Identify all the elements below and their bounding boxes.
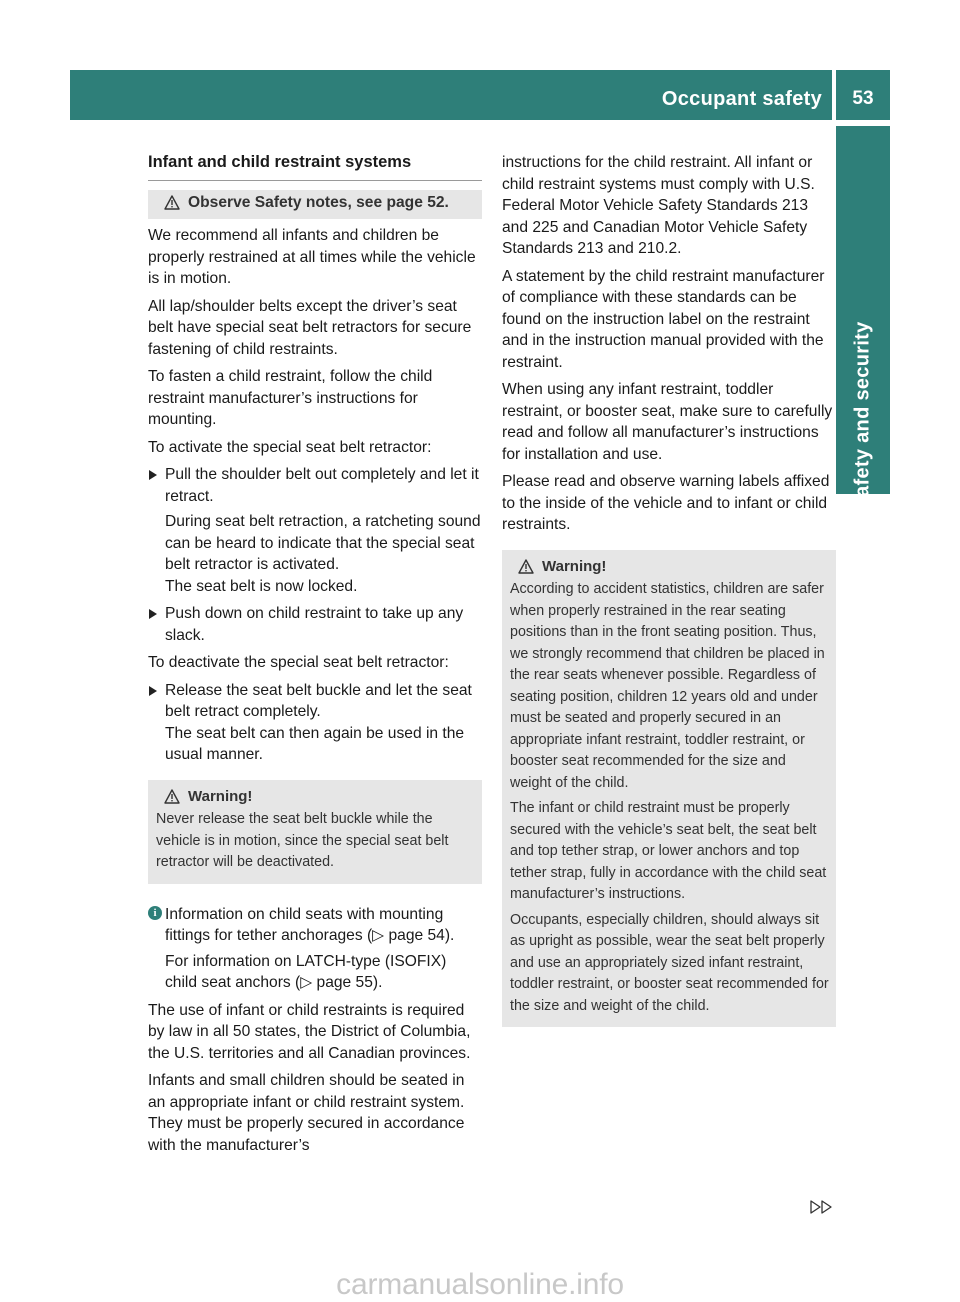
safety-note [156, 192, 474, 214]
paragraph: All lap/shoulder belts except the driver’s seat belt have special seat belt retractors for secure fastening of child restraints. [148, 297, 472, 358]
warning-box [502, 550, 836, 1028]
warning-text: The infant or child restraint must be properly secured with the vehicle’s seat belt, the seat belt and top tether strap, or lower anchors and top tether strap, fully in accordance with the child seat manufacturer’s instructions. [510, 800, 827, 902]
info-text: For information on LATCH-type (ISOFIX) child seat anchors (▷ page 55). [165, 952, 447, 991]
step-arrow-icon [149, 609, 157, 619]
paragraph: We recommend all infants and children be properly restrained at all times while the vehicle is in motion. [148, 227, 476, 287]
safety-note-box [148, 190, 482, 220]
left-column [148, 152, 482, 1162]
info-text: Information on child seats with mounting fittings for tether anchorages (▷ page 54). [165, 905, 455, 944]
step-text: Pull the shoulder belt out completely and let it retract. [165, 466, 479, 505]
warning-text: Occupants, especially children, should always sit as upright as possible, wear the seat belt properly and use an appropriately sized infant restraint, toddler restraint, or booster seat recommended for the size and weight of the child. [510, 911, 829, 1014]
paragraph: To activate the special seat belt retractor: [148, 438, 432, 456]
step-text: Release the seat belt buckle and let the seat belt retract completely. [165, 681, 472, 720]
warning-triangle-icon [518, 559, 534, 574]
step-item [148, 603, 482, 646]
warning-title [510, 556, 829, 578]
paragraph: Infants and small children should be seated in an appropriate infant or child restraint system. They must be properly secured in accordance with the manufacturer’s [148, 1072, 465, 1154]
warning-text: Never release the seat belt buckle while the vehicle is in motion, since the special seat belt retractor will be deactivated. [156, 811, 449, 870]
paragraph: Please read and observe warning labels affixed to the inside of the vehicle and to infant or child restraints. [502, 473, 830, 533]
step-arrow-icon [149, 470, 157, 480]
paragraph: instructions for the child restraint. All infant or child restraint systems must comply with U.S. Federal Motor Vehicle Safety Standards 213 and 225 and Canadian Motor Vehicle Safety Standards 213 and 210.2. [502, 154, 815, 257]
warning-text: According to accident statistics, children are safer when properly restrained in the rear seating positions than in the front seating position. Thus, we strongly recommend that children be placed in the rear seats whenever possible. Regardless of seating position, children 12 years old and under must be seated and properly secured in an appropriate infant restraint, toddler restraint, or booster seat recommended for the size and weight of the child. [510, 581, 825, 791]
paragraph: A statement by the child restraint manufacturer of compliance with these standards can be found on the instruction label on the restraint and in the instruction manual provided with the restraint. [502, 267, 825, 371]
right-column [502, 152, 836, 1033]
step-arrow-icon [149, 686, 157, 696]
warning-title-text: Warning! [542, 557, 607, 575]
side-tab-label-container [836, 126, 890, 511]
step-subtext: The seat belt is now locked. [165, 577, 358, 595]
watermark: carmanualsonline.info [336, 1268, 624, 1301]
page-header-title: Occupant safety [661, 88, 822, 110]
info-note [148, 904, 482, 994]
step-item [148, 680, 482, 766]
info-icon: i [148, 906, 162, 920]
warning-title-text: Warning! [188, 787, 253, 805]
warning-title [156, 786, 475, 808]
paragraph: To deactivate the special seat belt retractor: [148, 654, 449, 671]
warning-triangle-icon [164, 195, 180, 210]
side-tab-label: Safety and security [851, 321, 874, 511]
step-text: Push down on child restraint to take up any slack. [165, 605, 464, 644]
paragraph: When using any infant restraint, toddler restraint, or booster seat, make sure to carefully read and follow all manufacturer’s instructions for installation and use. [502, 381, 833, 463]
paragraph: To fasten a child restraint, follow the child restraint manufacturer’s instructions for mounting. [148, 368, 433, 428]
section-title: Infant and child restraint systems [148, 152, 482, 181]
paragraph: The use of infant or child restraints is required by law in all 50 states, the District of Columbia, the U.S. territories and all Canadian provinces. [148, 1001, 471, 1062]
header-bar [70, 70, 832, 120]
side-tab [836, 126, 890, 511]
warning-box [148, 780, 482, 884]
warning-triangle-icon [164, 789, 180, 804]
step-subtext: The seat belt can then again be used in the usual manner. [165, 724, 465, 763]
step-item [148, 464, 482, 597]
step-subtext: During seat belt retraction, a ratcheting sound can be heard to indicate that the special seat belt retractor is activated. [165, 513, 481, 573]
page-number: 53 [836, 70, 890, 120]
continue-arrows-icon [810, 1200, 834, 1214]
safety-note-text: Observe Safety notes, see page 52. [188, 193, 449, 211]
